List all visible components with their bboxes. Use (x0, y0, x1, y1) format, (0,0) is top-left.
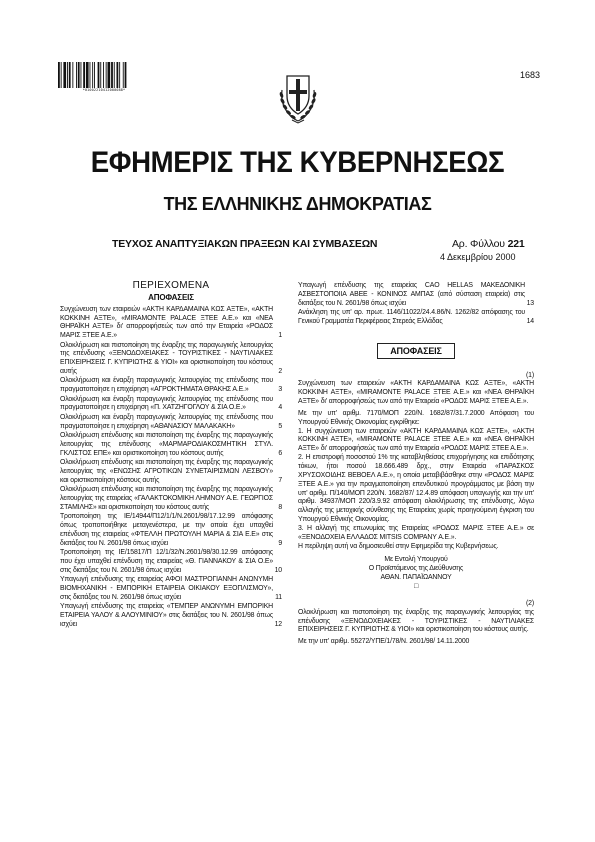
contents-subheading: ΑΠΟΦΑΣΕΙΣ (148, 292, 194, 302)
toc-entry-text: Ολοκλήρωση και έναρξη παραγωγικής λειτουργίας της επένδυσης που πραγματοποίησε η επιχείρηση «ΑΘΑΝΑΣΙΟΥ ΜΑΛΑΚΑΚΗ» (60, 413, 273, 430)
toc-list-right (298, 282, 534, 327)
barcode-bar (103, 62, 104, 88)
toc-entry (60, 377, 282, 395)
barcode-text: *01002210412000088* (82, 88, 126, 92)
toc-entry-text: Ολοκλήρωση και έναρξη παραγωγικής λειτουργίας της επένδυσης που πραγματοποίησε η επιχείρηση «Π. ΧΑΤΖΗΓΟΓΛΟΥ & ΣΙΑ Ο.Ε.» (60, 395, 273, 412)
toc-entry (60, 549, 282, 576)
barcode-bar (100, 62, 101, 88)
barcode-bar (111, 62, 113, 88)
toc-entry-text: Υπαγωγή επένδυσης της εταιρείας «ΤΕΜΠΕΡ ΑΝΩΝΥΜΗ ΕΜΠΟΡΙΚΗ ΕΤΑΙΡΕΙΑ ΥΑΛΟΥ & ΑΛΟΥΜΙΝΙΟΥ» στις διατάξεις του Ν. 2601/98 όπως ισχύει (60, 603, 273, 628)
barcode-bar (86, 62, 89, 88)
toc-list-left (60, 306, 282, 630)
sheet-number (452, 238, 525, 250)
toc-entry (60, 414, 282, 432)
toc-entry (60, 459, 282, 486)
toc-entry-page: 1 (278, 332, 282, 340)
contents-column (60, 282, 282, 630)
barcode-bar (125, 62, 127, 88)
decision-number: (1) (526, 371, 534, 379)
decision-title: Συγχώνευση των εταιρειών «ΑΚΤΗ ΚΑΡΔΑΜΑΙΝΑ ΚΩΣ ΑΞΤΕ», «ΑΚΤΗ ΚΟΚΚΙΝΗ ΑΞΤΕ», «MIRAMONTE PALACE ΞΤΕΕ Α.Ε.» και «ΝΕΑ ΘΗΡΑΪΚΗ ΑΞΤΕ» δι' απορροφήσεώς των από την Εταιρεία «ΡΟΔΟΣ ΜΑΡΙΣ ΞΤΕΕ Α.Ε.». (298, 380, 534, 406)
barcode-bar (72, 62, 73, 88)
barcode-bar (76, 62, 77, 88)
barcode-bar (90, 62, 91, 88)
toc-entry-page: 8 (278, 503, 282, 511)
barcode-bar (81, 62, 82, 88)
toc-entry (60, 576, 282, 603)
toc-entry-page: 7 (278, 476, 282, 484)
decisions-column (298, 282, 534, 647)
toc-entry-text: Υπαγωγή επένδυσης της εταιρείας CAO HELLAS ΜΑΚΕΔΟΝΙΚΗ ΑΣΒΕΣΤΟΠΟΙΙΑ ΑΒΕΕ - ΚΟΝΙΝΟΣ ΑΜΠΑΣ (από σύσταση εταιρεία) στις διατάξεις του Ν. 2601/98 όπως ισχύει (298, 282, 525, 307)
barcode-bar (106, 62, 107, 88)
sheet-label: Αρ. Φύλλου (452, 238, 505, 250)
toc-entry-page: 5 (278, 422, 282, 430)
toc-entry (60, 486, 282, 513)
toc-entry-text: Συγχώνευση των εταιρειών «ΑΚΤΗ ΚΑΡΔΑΜΑΙΝΑ ΚΩΣ ΑΞΤΕ», «ΑΚΤΗ ΚΟΚΚΙΝΗ ΑΞΤΕ», «MIRAMONTE PALACE ΞΤΕΕ Α.Ε.» και «ΝΕΑ ΘΗΡΑΪΚΗ ΑΞΤΕ» δι' απορροφήσεώς των από την Εταιρεία «ΡΟΔΟΣ ΜΑΡΙΣ ΞΤΕΕ Α.Ε.» (60, 305, 273, 340)
barcode-bar (98, 62, 100, 88)
toc-entry-page: 9 (278, 539, 282, 547)
sheet-number-value: 221 (507, 238, 525, 250)
end-mark: □ (413, 582, 419, 590)
toc-entry-page: 13 (526, 299, 534, 307)
decisions-heading: ΑΠΟΦΑΣΕΙΣ (298, 347, 534, 356)
signature-line: Με Εντολή Υπουργού (384, 556, 448, 564)
toc-entry (60, 603, 282, 630)
page-number: 1683 (520, 70, 541, 80)
toc-entry (298, 282, 534, 309)
toc-entry-text: Υπαγωγή επένδυσης της εταιρείας ΑΦΟΙ ΜΑΣΤΡΟΓΙΑΝΝΗ ΑΝΩΝΥΜΗ ΒΙΟΜΗΧΑΝΙΚΗ - ΕΜΠΟΡΙΚΗ ΕΤΑΙΡΕΙΑ ΟΙΚΙΑΚΟΥ ΕΞΟΠΛΙΣΜΟΥ», στις διατάξεις του Ν. 2601/98 όπως ισχύει (60, 576, 273, 601)
barcode-bar (83, 62, 85, 88)
toc-entry (60, 306, 282, 341)
toc-entry-page: 10 (274, 566, 282, 574)
decision-paragraph: 3. Η αλλαγή της επωνυμίας της Εταιρείας «ΡΟΔΟΣ ΜΑΡΙΣ ΞΤΕΕ Α.Ε.» σε «ΞΕΝΟΔΟΧΕΙΑ ΕΛΛΑΔΟΣ MITSIS COMPANY Α.Ε.». (298, 524, 534, 541)
decision-title: Ολοκλήρωση και πιστοποίηση της έναρξης της παραγωγικής λειτουργίας της επένδυσης «ΞΕΝΟΔΟΧΕΙΑΚΕΣ - ΤΟΥΡΙΣΤΙΚΕΣ - ΝΑΥΤΙΛΙΑΚΕΣ ΕΠΙΧΕΙΡΗΣΕΙΣ Γ. ΚΥΠΡΙΩΤΗΣ & ΥΙΟΙ» και οριστικοποίηση του κόστους αυτής. (298, 608, 534, 634)
toc-entry (60, 513, 282, 548)
barcode-bar (63, 62, 66, 88)
decision-paragraph: 2. Η επιστροφή ποσοστού 1% της καταβληθείσας επιχορήγησης και επιδότησης τόκων, ήτοι ποσού 18.666.489 δρχ., στην Εταιρεία «ΠΑΡΑΣΚΟΣ ΧΡΥΣΟΧΟΙΔΗΣ ΒΕΒΟΕΛ Α.Ε.», η οποία μεταβιβάσθηκε στην «ΡΟΔΟΣ ΜΑΡΙΣ ΞΤΕΕ Α.Ε.» για την πραγματοποίηση επενδυτικού προγράμματος με βάση την υπ' αριθμ. Π/140/ΜΟΠ 220/Ν. 1682/87/ 12.4.89 απόφαση υπαγωγής και την υπ' αριθμ. 34937/ΜΟΠ 220/3.9.92 απόφαση ολοκλήρωσης της επένδυσης, λόγω αλλαγής της μετοχικής σύνθεσης της Εταιρείας χωρίς προηγούμενη έγκριση του Υπουργού Εθνικής Οικονομίας. (298, 454, 534, 524)
barcode (58, 62, 150, 88)
barcode-bar (61, 62, 62, 88)
barcode-bar (67, 62, 68, 88)
barcode-bar (108, 62, 111, 88)
toc-entry-text: Τροποποίηση της ΙΕ/14944/Π12/1/1/Ν.2601/98/17.12.99 απόφασης όπως τροποποιήθηκε μεταγενέστερα, με την οποία έχει υπαχθεί επένδυση της εταιρείας «ΦΤΕΛΛΗ ΠΡΩΤΟΥΛΗ ΜΑΡΙΑ & ΣΙΑ Ε.Ε» στις διατάξεις του Ν. 2601/98 όπως ισχύει (60, 513, 273, 547)
barcode-bar (58, 62, 60, 88)
barcode-bar (69, 62, 71, 88)
toc-entry-text: Ολοκλήρωση και έναρξη παραγωγικής λειτουργίας της επένδυσης που πραγματοποίησε η επιχείρηση «ΑΓΡΟΚΤΗΜΑΤΑ ΘΡΑΚΗΣ Α.Ε.» (60, 377, 273, 394)
gazette-title: ΕΦΗΜΕΡΙΣ ΤΗΣ ΚΥΒΕΡΝΗΣΕΩΣ (90, 146, 505, 179)
toc-entry-page: 14 (526, 317, 534, 325)
barcode-bar (92, 62, 93, 88)
toc-entry-page: 11 (275, 593, 282, 601)
toc-entry-page: 6 (278, 449, 282, 457)
signature-name: ΑΘΑΝ. ΠΑΠΑΪΩΑΝΝΟΥ (380, 574, 452, 582)
signature-line: Ο Προϊστάμενος της Διεύθυνσης (368, 565, 464, 573)
toc-entry-text: Ολοκλήρωση και πιστοποίηση της έναρξης της παραγωγικής λειτουργίας της επένδυσης «ΞΕΝΟΔΟΧΕΙΑΚΕΣ - ΤΟΥΡΙΣΤΙΚΕΣ - ΝΑΥΤΙΛΙΑΚΕΣ ΕΠΙΧΕΙΡΗΣΕΙΣ Γ. ΚΥΠΡΙΩΤΗΣ & ΥΙΟΙ» και οριστικοποίηση του κόστους αυτής (60, 341, 273, 376)
decision-reference: Με την υπ' αριθμ. 7170/ΜΟΠ 220/Ν. 1682/87/31.7.2000 Απόφαση του Υπουργού Εθνικής Οικονομίας εγκρίθηκε: (298, 409, 534, 426)
barcode-bar (78, 62, 80, 88)
toc-entry-text: Ολοκλήρωση επένδυσης και πιστοποίηση της έναρξης της παραγωγικής λειτουργίας της επένδυσης «ΜΑΡΜΑΡΟΔΙΑΚΟΣΜΗΤΙΚΗ ΣΤΥΛ. ΓΚΛΙΣΤΟΣ ΕΠΕ» και οριστικοποίηση του κόστους αυτής (60, 432, 273, 457)
barcode-bar (119, 62, 120, 88)
toc-entry-text: Τροποποίηση της ΙΕ/15817/Π 12/1/32/Ν.2601/98/30.12.99 απόφασης που έχει υπαχθεί επένδυση της εταιρείας «Θ. ΓΙΑΝΝΑΚΟΥ & ΣΙΑ Ο.Ε» στις διατάξεις του Ν. 2601/98 όπως ισχύει (60, 548, 273, 574)
toc-entry (60, 396, 282, 414)
toc-entry (60, 432, 282, 459)
issue-series: ΤΕΥΧΟΣ ΑΝΑΠΤΥΞΙΑΚΩΝ ΠΡΑΞΕΩΝ ΚΑΙ ΣΥΜΒΑΣΕΩΝ (112, 238, 378, 250)
issue-date: 4 Δεκεμβρίου 2000 (440, 252, 516, 262)
decision-reference: Με την υπ' αριθμ. 55272/ΥΠΕ/1/78/Ν. 2601/98/ 14.11.2000 (298, 638, 470, 646)
toc-entry-page: 2 (278, 368, 282, 376)
decision-publication-note: Η περίληψη αυτή να δημοσιευθεί στην Εφημερίδα της Κυβερνήσεως. (298, 542, 499, 550)
toc-entry-page: 3 (278, 386, 282, 394)
contents-heading: ΠΕΡΙΕΧΟΜΕΝΑ (132, 280, 210, 291)
barcode-bar (117, 62, 119, 88)
decision-paragraph: 1. Η συγχώνευση των εταιρειών «ΑΚΤΗ ΚΑΡΔΑΜΑΙΝΑ ΚΩΣ ΑΞΤΕ», «ΑΚΤΗ ΚΟΚΚΙΝΗ ΑΞΤΕ», «MIRAMONTE PALACE ΞΤΕΕ Α.Ε.» και «ΝΕΑ ΘΗΡΑΪΚΗ ΑΞΤΕ» δι' απορροφήσεώς των από την Εταιρεία «ΡΟΔΟΣ ΜΑΡΙΣ ΞΤΕΕ Α.Ε.». (298, 427, 534, 453)
toc-entry-page: 12 (274, 620, 282, 628)
barcode-bar (123, 62, 124, 88)
toc-entry (298, 309, 534, 327)
toc-entry (60, 342, 282, 377)
toc-entry-text: Ανάκληση της υπ' αρ. πρωτ. 1146/11022/24.4.86/Ν. 1262/82 απόφασης του Γενικού Γραμματέα Περιφέρειας Στερεάς Ελλάδας (298, 309, 525, 325)
toc-entry-page: 4 (278, 404, 282, 412)
decision-number: (2) (526, 599, 534, 607)
barcode-bar (114, 62, 115, 88)
toc-entry-text: Ολοκλήρωση επένδυσης και πιστοποίηση της έναρξης της παραγωγικής λειτουργίας της «ΕΝΩΣΗΣ ΑΓΡΟΤΙΚΩΝ ΣΥΝΕΤΑΙΡΙΣΜΩΝ ΛΕΣΒΟΥ» και οριστικοποίηση κόστους αυτής (60, 459, 273, 484)
barcode-bar (94, 62, 95, 88)
toc-entry-text: Ολοκλήρωση επένδυσης και πιστοποίηση της έναρξης της παραγωγικής λειτουργίας της εταιρείας «ΓΑΛΑΚΤΟΚΟΜΙΚΗ ΛΗΜΝΟΥ Α.Ε. ΓΕΩΡΓΙΟΣ ΣΤΑΜΙΛΗΣ» και οριστικοποίηση του κόστους αυτής (60, 486, 273, 511)
gazette-subtitle: ΤΗΣ ΕΛΛΗΝΙΚΗΣ ΔΗΜΟΚΡΑΤΙΑΣ (163, 194, 432, 214)
greek-coat-of-arms-icon (275, 68, 321, 126)
